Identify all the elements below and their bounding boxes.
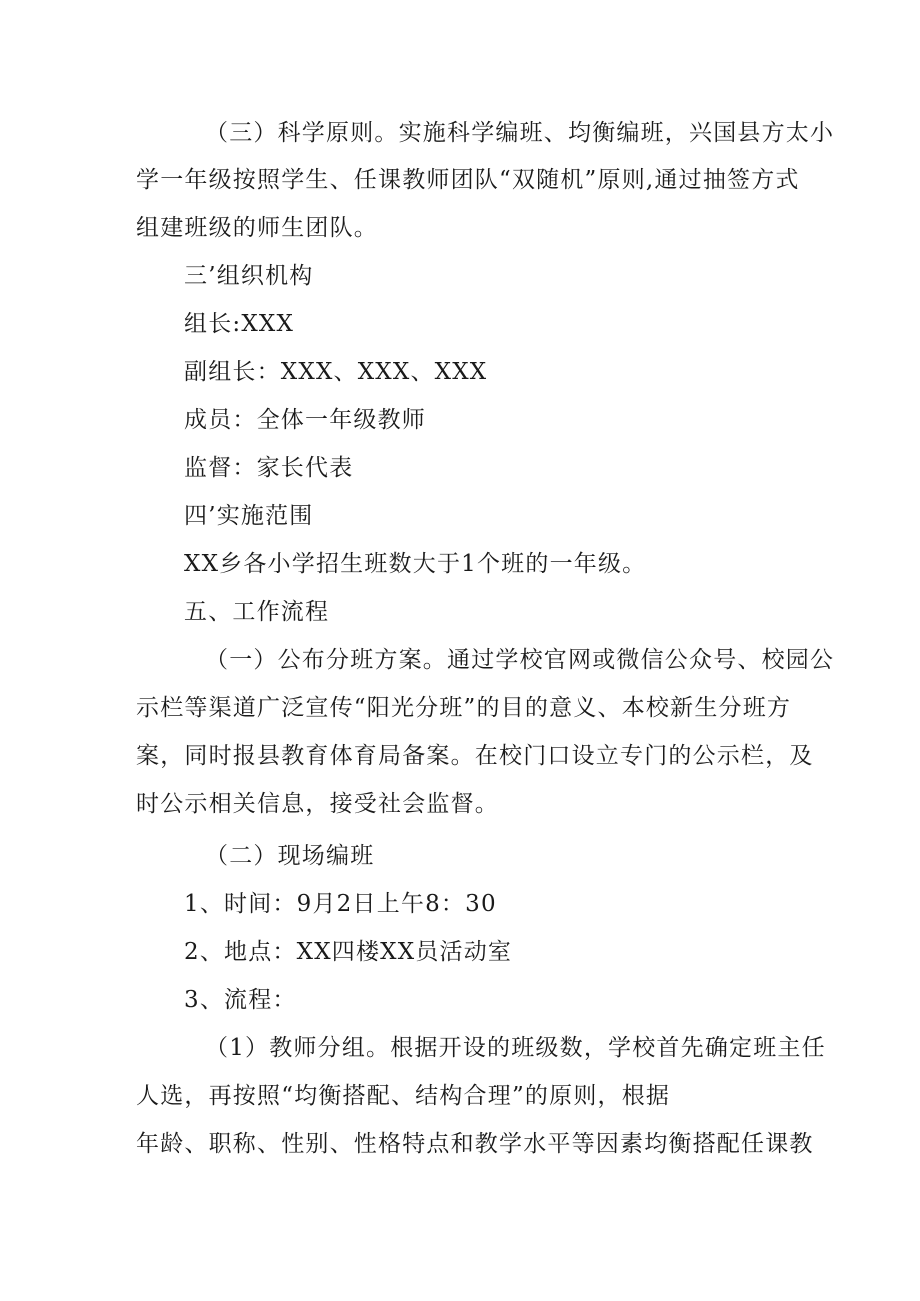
paragraph-science-principle-line-1: （三）科学原则。实施科学编班、均衡编班，兴国县方太小 (205, 120, 835, 146)
process-line: 3、流程： (184, 987, 297, 1013)
location-line: 2、地点：XX四楼XX员活动室 (184, 939, 513, 965)
paragraph-teacher-grouping-line-2: 人选，再按照“均衡搭配、结构合理”的原则，根据 (136, 1083, 671, 1109)
paragraph-teacher-grouping-line-3: 年龄、职称、性别、性格特点和教学水平等因素均衡搭配任课教 (136, 1131, 814, 1157)
paragraph-publish-plan-line-2: 示栏等渠道广泛宣传“阳光分班”的目的意义、本校新生分班方 (136, 695, 792, 721)
section-heading-organization: 三’组织机构 (184, 263, 314, 289)
time-line: 1、时间：9月2日上午8：30 (184, 891, 497, 917)
paragraph-science-principle-line-2: 学一年级按照学生、任课教师团队“双随机”原则,通过抽签方式 (136, 167, 800, 193)
scope-text: XX乡各小学招生班数大于1个班的一年级。 (184, 551, 647, 577)
paragraph-publish-plan-line-3: 案，同时报县教育体育局备案。在校门口设立专门的公示栏，及 (136, 743, 814, 769)
members-line: 成员：全体一年级教师 (184, 407, 426, 433)
leader-line: 组长:XXX (184, 311, 295, 337)
paragraph-teacher-grouping-line-1: （1）教师分组。根据开设的班级数，学校首先确定班主任 (205, 1035, 826, 1061)
subheading-onsite-grouping: （二）现场编班 (205, 843, 375, 869)
section-heading-workflow: 五、工作流程 (184, 599, 330, 625)
paragraph-publish-plan-line-4: 时公示相关信息，接受社会监督。 (136, 791, 499, 817)
section-heading-scope: 四’实施范围 (184, 503, 314, 529)
supervision-line: 监督：家长代表 (184, 455, 354, 481)
paragraph-publish-plan-line-1: （一）公布分班方案。通过学校官网或微信公众号、校园公 (205, 647, 835, 673)
deputy-leader-line: 副组长：XXX、XXX、XXX (184, 359, 488, 385)
paragraph-science-principle-line-3: 组建班级的师生团队。 (136, 215, 378, 241)
